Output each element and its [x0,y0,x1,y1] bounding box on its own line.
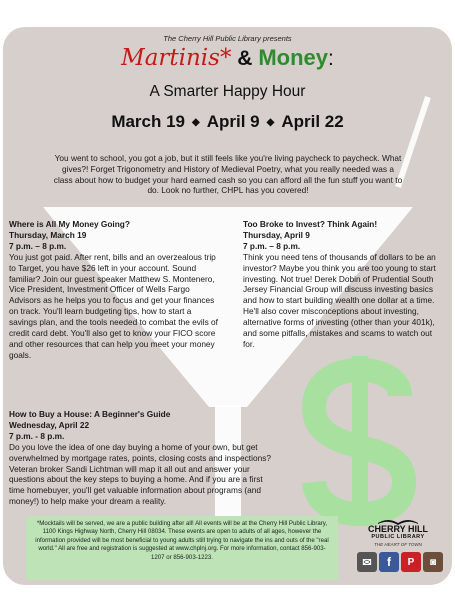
event-date: Thursday, April 9 [243,229,310,240]
instagram-icon[interactable]: ◙ [423,552,443,572]
event-description: Do you love the idea of one day buying a home of your own, but get overwhelmed by mortgage rates, points, closing costs and inspections? Veteran broker Sandi Lichtman will map it all out and answer your questions about the key steps to buying a home. And if you are a first time homebuyer, you'll get valuable information about programs (and money!) to help make your dream a reality. [9,441,271,507]
pinterest-icon[interactable]: P [401,552,421,572]
library-tagline: THE HEART OF TOWN [374,542,422,547]
title-martinis: Martinis* [121,45,232,71]
social-icons [357,552,443,572]
event-description: You just got paid. After rent, bills and an overzealous trip to Target, you have $26 left in your account. Sound familiar? Join our guest speaker Matthew S. Montenero, Vice President, Investment Officer of Wells Fargo Advisors as he helps you to focus and get your finances on track. You'll learn budgeting tips, how to start a savings plan, and the tools needed to combat the evils of credit card debt. You'll also get to know your FICO score and other resources that can help you meet your money goals. [9,251,218,360]
event-dates [0,112,455,132]
library-name-sub: PUBLIC LIBRARY [371,534,425,540]
title-colon: : [328,47,334,70]
dollar-sign-icon [300,356,420,526]
flyer-title [0,45,455,71]
library-name: CHERRY HILL [367,524,428,534]
event-1 [9,219,221,361]
footer-text: *Mocktails will be served, we are a public building after all! All events will be at the Cherry Hill Public Library, 1100 Kings Highway North, Cherry Hill 08034. These events are open to adults of all ages, however the information provided will be most beneficial to young adults still trying to navigate the ins and outs of the "real world." All are free and registration is suggested at www.chplnj.org. For more information, contact 856-903-1207 or 856-903-1223. [35,520,329,561]
event-description: Think you need tens of thousands of dollars to be an investor? Maybe you think you are too young to start investing. Not true! Derek Dobin of Prudential South Jersey Financial Group will discuss investing basics and how to start building wealth one dollar at a time. He'll also cover misconceptions about investing, alternative forms of investing (other than your 401k), and some pitfalls, mistakes and scams to watch out for. [243,251,436,349]
footer-notice [26,516,338,580]
event-date: Thursday, March 19 [9,229,87,240]
flyer-subtitle: A Smarter Happy Hour [149,83,306,100]
event-title: Where is All My Money Going? [9,219,130,229]
event-title: How to Buy a House: A Beginner's Guide [9,409,171,419]
date-3: April 22 [281,112,344,131]
event-time: 7 p.m. – 8 p.m. [243,240,301,251]
event-2 [243,219,441,350]
event-time: 7 p.m. - 8 p.m. [9,430,65,441]
date-1: March 19 [111,112,186,131]
event-title: Too Broke to Invest? Think Again! [243,219,378,229]
facebook-icon[interactable]: f [379,552,399,572]
title-money: Money [258,45,328,70]
date-2: April 9 [206,112,260,131]
diamond-icon: ◆ [192,117,200,129]
event-date: Wednesday, April 22 [9,419,90,430]
event-time: 7 p.m. – 8 p.m. [9,240,67,251]
presents-line: The Cherry Hill Public Library presents [163,34,292,43]
intro-paragraph: You went to school, you got a job, but it still feels like you're living paycheck to paycheck. What gives?! Forget Trigonometry and History of Medieval Poetry, what you really needed was a class about how to budget your hard earned cash so you can afford all the fun stuff you want to do. Look no further, CHPL has you covered! [53,153,403,196]
event-3 [9,409,271,507]
email-icon[interactable]: ✉ [357,552,377,572]
diamond-icon: ◆ [266,117,275,129]
title-ampersand: & [231,47,259,70]
